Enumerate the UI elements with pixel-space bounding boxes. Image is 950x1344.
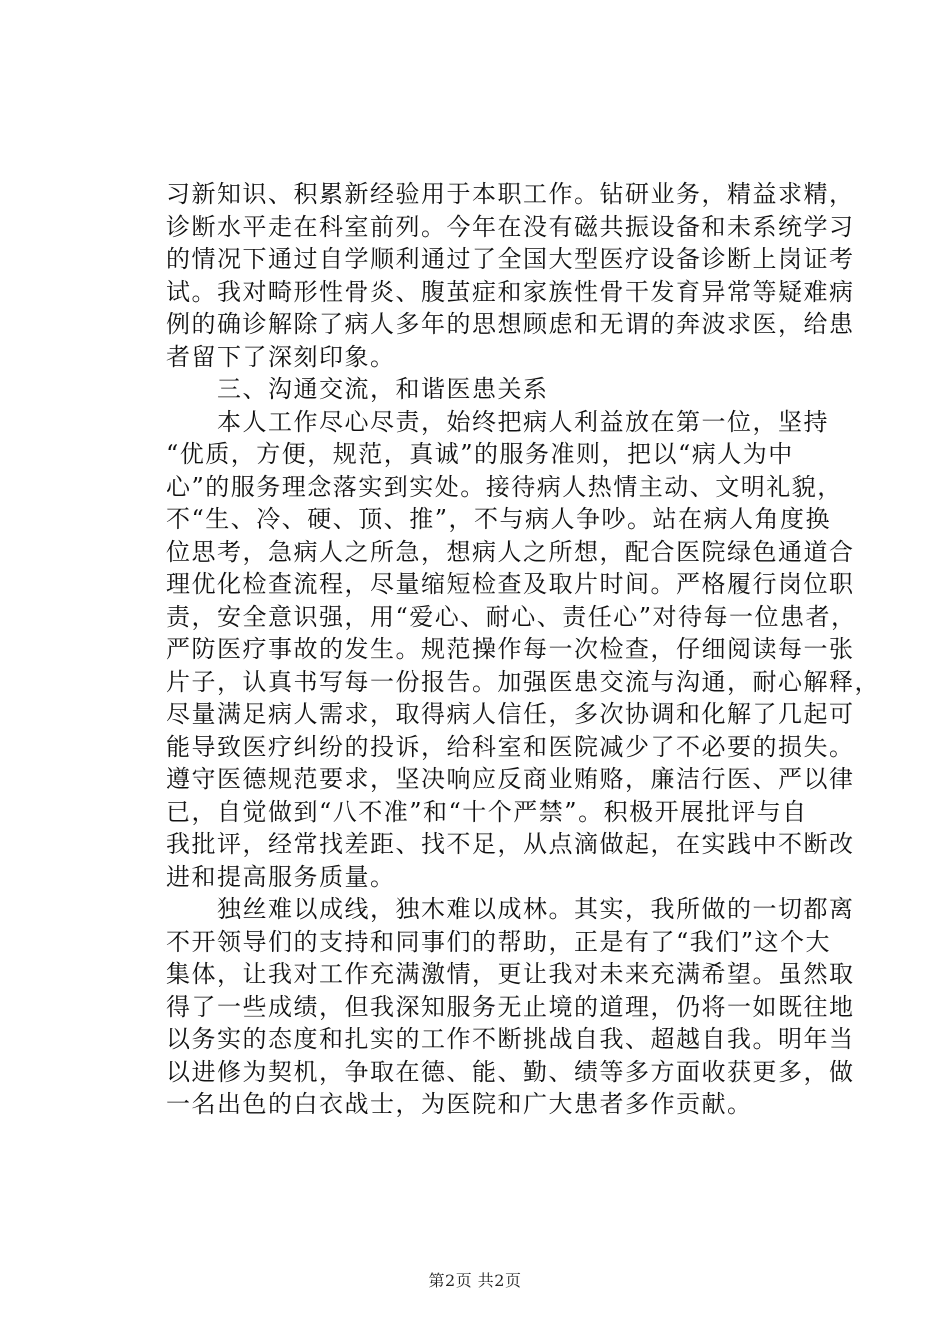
text-line: 三、沟通交流，和谐医患关系 — [166, 375, 549, 403]
text-line: 者留下了深刻印象。 — [166, 342, 396, 371]
text-line: 理优化检查流程，尽量缩短检查及取片时间。严格履行岗位职 — [166, 570, 855, 598]
text-line: 一名出色的白衣战士，为医院和广大患者多作贡献。 — [166, 1090, 753, 1118]
text-line: 已，自觉做到“八不准”和“十个严禁”。积极开展批评与自 — [166, 797, 808, 826]
text-line: 进和提高服务质量。 — [166, 862, 396, 891]
text-line: 不“生、冷、硬、顶、推”，不与病人争吵。站在病人角度换 — [166, 505, 832, 533]
text-line: 责，安全意识强，用“爱心、耐心、责任心”对待每一位患者， — [166, 602, 857, 631]
text-line: 的情况下通过自学顺利通过了全国大型医疗设备诊断上岗证考 — [166, 245, 855, 273]
text-line: 习新知识、积累新经验用于本职工作。钻研业务，精益求精， — [166, 180, 855, 208]
text-line: 遵守医德规范要求，坚决响应反商业贿赂，廉洁行医、严以律 — [166, 765, 855, 793]
text-line: 试。我对畸形性骨炎、腹茧症和家族性骨干发育异常等疑难病 — [166, 277, 855, 306]
text-line: 心”的服务理念落实到实处。接待病人热情主动、文明礼貌， — [166, 472, 843, 501]
text-line: 位思考，急病人之所急，想病人之所想，配合医院绿色通道合 — [166, 537, 855, 566]
text-line: 不开领导们的支持和同事们的帮助，正是有了“我们”这个大 — [166, 927, 832, 956]
text-line: 集体，让我对工作充满激情，更让我对未来充满希望。虽然取 — [166, 960, 855, 988]
text-line: 独丝难以成线，独木难以成林。其实，我所做的一切都离 — [166, 895, 855, 923]
text-line: 以进修为契机，争取在德、能、勤、绩等多方面收获更多，做 — [166, 1057, 855, 1086]
text-line: 得了一些成绩，但我深知服务无止境的道理，仍将一如既往地 — [166, 992, 855, 1021]
text-line: 本人工作尽心尽责，始终把病人利益放在第一位，坚持 — [166, 407, 829, 436]
text-line: 片子，认真书写每一份报告。加强医患交流与沟通，耐心解释， — [166, 667, 880, 696]
text-line: 我批评，经常找差距、找不足，从点滴做起，在实践中不断改 — [166, 830, 855, 858]
text-line: 严防医疗事故的发生。规范操作每一次检查，仔细阅读每一张 — [166, 635, 855, 663]
body-text — [166, 178, 880, 1121]
text-line: 例的确诊解除了病人多年的思想顾虑和无谓的奔波求医，给患 — [166, 310, 855, 338]
text-line: 以务实的态度和扎实的工作不断挑战自我、超越自我。明年当 — [166, 1025, 855, 1053]
text-line: “优质，方便，规范，真诚”的服务准则，把以“病人为中 — [166, 440, 794, 468]
text-line: 能导致医疗纠纷的投诉，给科室和医院减少了不必要的损失。 — [166, 732, 855, 761]
text-line: 诊断水平走在科室前列。今年在没有磁共振设备和未系统学习 — [166, 212, 855, 241]
page-footer: 第2页 共2页 — [428, 1271, 522, 1290]
text-line: 尽量满足病人需求，取得病人信任，多次协调和化解了几起可 — [166, 700, 855, 728]
